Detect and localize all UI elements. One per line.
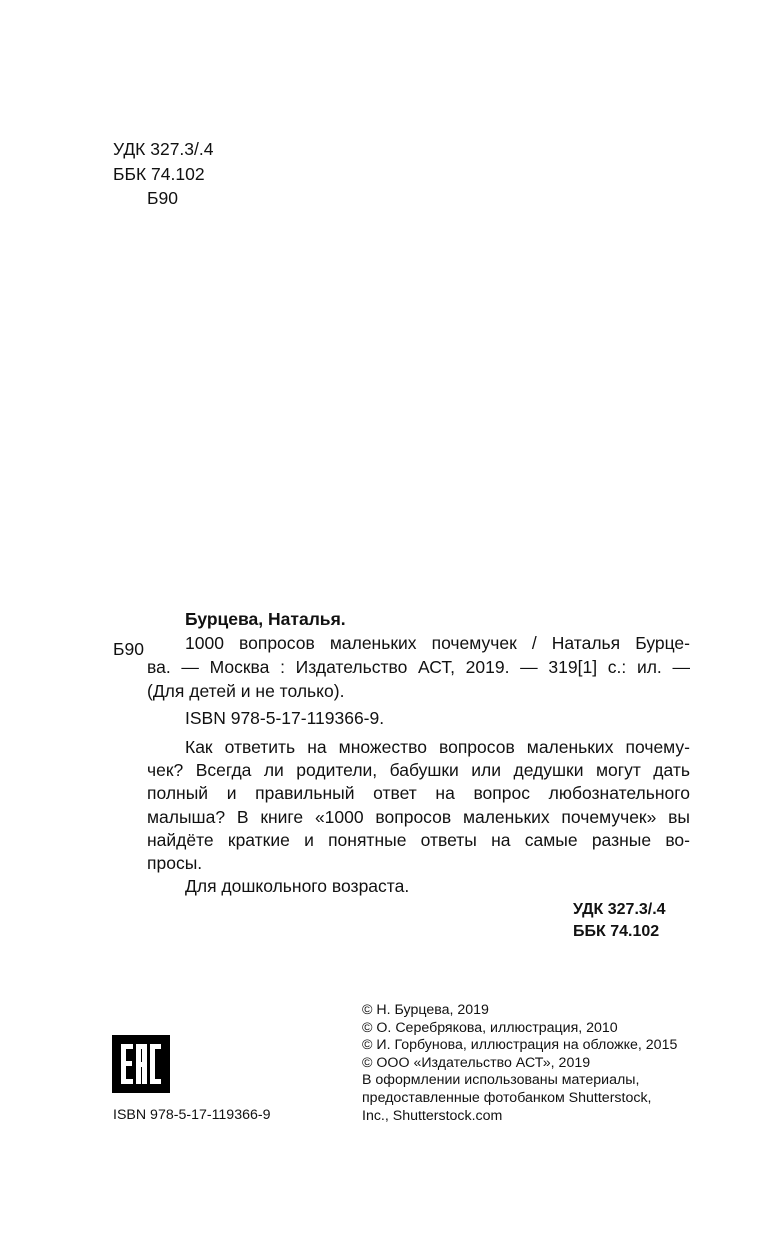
citation-line: (Для детей и не только). (147, 681, 345, 701)
record-annotation (147, 736, 690, 898)
bbk-code: ББК 74.102 (113, 163, 205, 184)
annotation-line: Как ответить на множество вопросов маленьких почему- (185, 737, 690, 757)
record-author: Бурцева, Наталья. (185, 609, 346, 629)
copyright-line: © И. Горбунова, иллюстрация на обложке, 2015 (362, 1037, 678, 1054)
record-citation (147, 631, 690, 703)
top-classification-codes (113, 137, 214, 211)
copyright-line: © О. Серебрякова, иллюстрация, 2010 (362, 1019, 618, 1036)
record-author-mark: Б90 (113, 639, 144, 659)
annotation-line: просы. (147, 853, 203, 874)
age-note: Для дошкольного возраста. (185, 876, 410, 897)
copyright-block (362, 1002, 677, 1125)
author-mark-top: Б90 (147, 188, 178, 208)
copyright-line: В оформлении использованы материалы, (362, 1072, 640, 1089)
copyright-line: Inc., Shutterstock.com (362, 1107, 503, 1124)
citation-line: 1000 вопросов маленьких почемучек / Наталья Бурце- (185, 633, 690, 653)
annotation-line: полный и правильный ответ на вопрос любознательного (147, 783, 690, 804)
udk-code-bold: УДК 327.3/.4 (573, 901, 666, 918)
eac-logo-glyph-icon (112, 1035, 170, 1093)
bbk-code-bold: ББК 74.102 (573, 923, 660, 940)
record-classification-bold (573, 899, 666, 943)
udk-code: УДК 327.3/.4 (113, 139, 214, 159)
record-isbn: ISBN 978-5-17-119366-9. (185, 708, 385, 728)
annotation-line: малыша? В книге «1000 вопросов маленьких почемучек» вы (147, 806, 690, 827)
eac-conformity-mark-icon (112, 1035, 170, 1093)
copyright-line: предоставленные фотобанком Shutterstock, (362, 1089, 652, 1106)
citation-line: ва. — Москва : Издательство АСТ, 2019. — 319[1] с.: ил. — (147, 657, 690, 677)
bottom-isbn: ISBN 978-5-17-119366-9 (113, 1107, 271, 1123)
copyright-line: © ООО «Издательство АСТ», 2019 (362, 1054, 591, 1071)
annotation-line: найдёте краткие и понятные ответы на самые разные во- (147, 829, 690, 850)
copyright-line: © Н. Бурцева, 2019 (362, 1002, 489, 1018)
annotation-line: чек? Всегда ли родители, бабушки или дедушки могут дать (147, 760, 690, 781)
